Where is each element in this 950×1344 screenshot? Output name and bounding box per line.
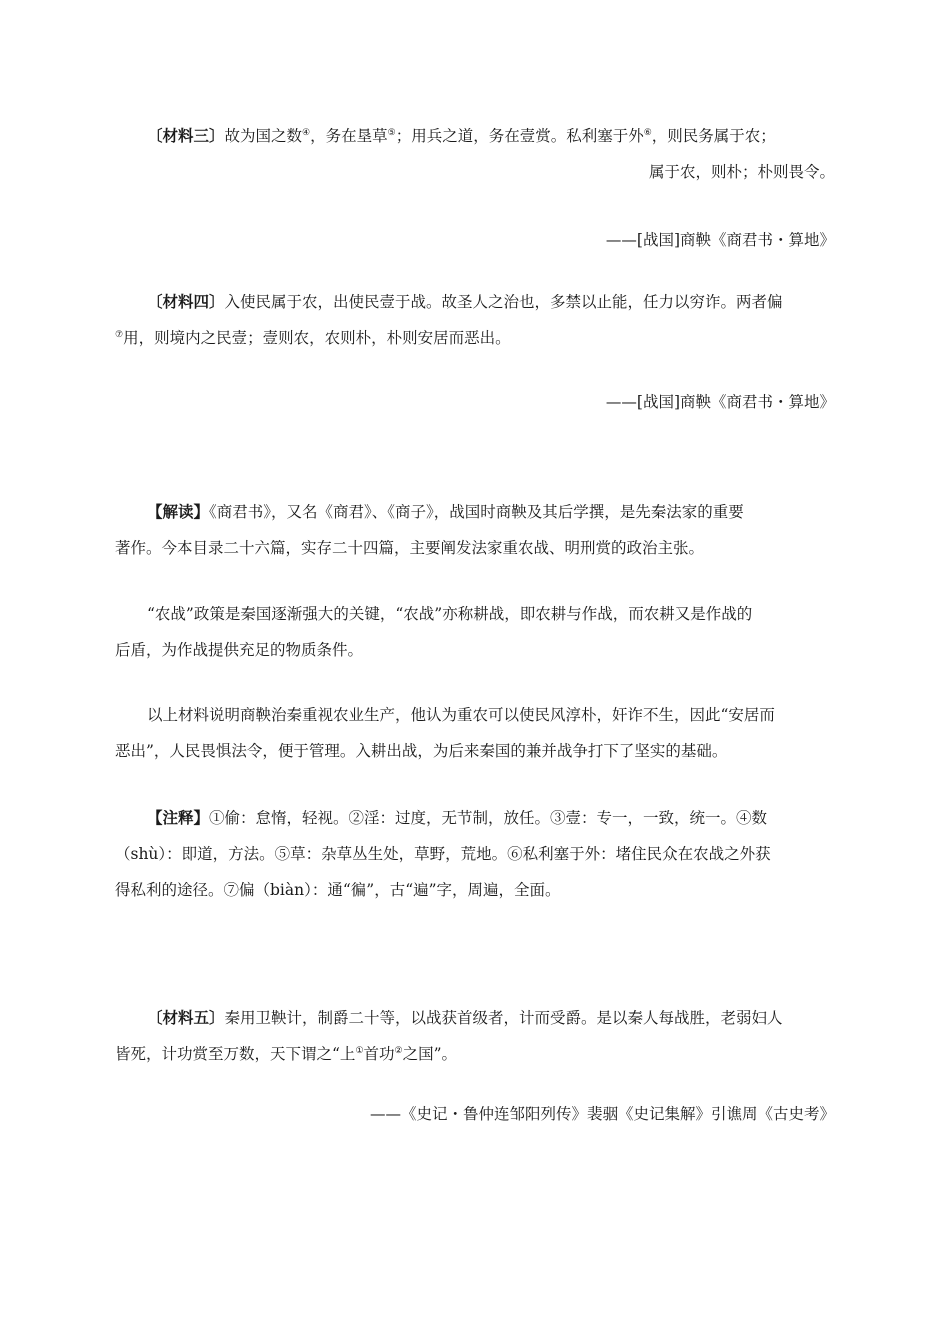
- material-4: [115, 284, 835, 356]
- material-3: [115, 118, 835, 190]
- material-4-label: 〔材料四〕: [147, 292, 225, 311]
- material-3-line-2: 属于农，则朴；朴则畏令。: [648, 163, 835, 181]
- footnote-mark: ⑦: [115, 330, 124, 340]
- material-4-line-1: 〔材料四〕入使民属于农，出使民壹于战。故圣人之治也，多禁以止能，任力以穷诈。两者偏: [147, 292, 783, 311]
- footnote-mark: ①: [355, 1046, 364, 1056]
- interpretation-para-3: 以上材料说明商鞅治秦重视农业生产，他认为重农可以使民风淳朴，奸诈不生，因此“安居而 恶出”，人民畏惧法令，便于管理。入耕出战，为后来秦国的兼并战争打下了坚实的基础。: [115, 706, 775, 760]
- material-4-source: ——[战国]商鞅《商君书・算地》: [605, 393, 835, 411]
- material-3-source: ——[战国]商鞅《商君书・算地》: [605, 231, 835, 249]
- footnote-mark: ②: [394, 1046, 403, 1056]
- material-5: [115, 1000, 835, 1072]
- footnote-mark: ④: [302, 128, 311, 138]
- material-5-line-2: 皆死，计功赏至万数，天下谓之“上①首功②之国”。: [115, 1045, 458, 1063]
- material-5-source: ——《史记・鲁仲连邹阳列传》裴骃《史记集解》引谯周《古史考》: [369, 1105, 835, 1123]
- annotations: 【注释】①偷：怠惰，轻视。②淫：过度，无节制，放任。③壹：专一，一致，统一。④数 （shù）：即道，方法。⑤草：杂草丛生处，草野，荒地。⑥私利塞于外：堵住民众在农战之外获 得私利的途径。⑦偏（biàn）：通“徧”，古“遍”字，周遍，全面。: [115, 808, 771, 899]
- material-3-label: 〔材料三〕: [147, 126, 225, 145]
- material-5-label: 〔材料五〕: [147, 1008, 225, 1027]
- interpretation-para-1: 【解读】《商君书》，又名《商君》、《商子》，战国时商鞅及其后学撰，是先秦法家的重要 著作。今本目录二十六篇，实存二十四篇，主要阐发法家重农战、明刑赏的政治主张。: [115, 502, 744, 557]
- material-4-line-2: ⑦用，则境内之民壹；壹则农，农则朴，朴则安居而恶出。: [115, 329, 511, 347]
- material-5-line-1: 〔材料五〕秦用卫鞅计，制爵二十等，以战获首级者，计而受爵。是以秦人每战胜，老弱妇人: [147, 1008, 783, 1027]
- material-3-line-1: 〔材料三〕故为国之数④，务在垦草⑤；用兵之道，务在壹赏。私利塞于外⑥，则民务属于农；: [147, 126, 776, 145]
- interpretation-label: 【解读】: [147, 502, 210, 521]
- annotations-label: 【注释】: [147, 808, 210, 827]
- footnote-mark: ⑥: [643, 128, 652, 138]
- footnote-mark: ⑤: [387, 128, 396, 138]
- interpretation-para-2: “农战”政策是秦国逐渐强大的关键，“农战”亦称耕战，即农耕与作战，而农耕又是作战的 后盾，为作战提供充足的物质条件。: [115, 605, 753, 659]
